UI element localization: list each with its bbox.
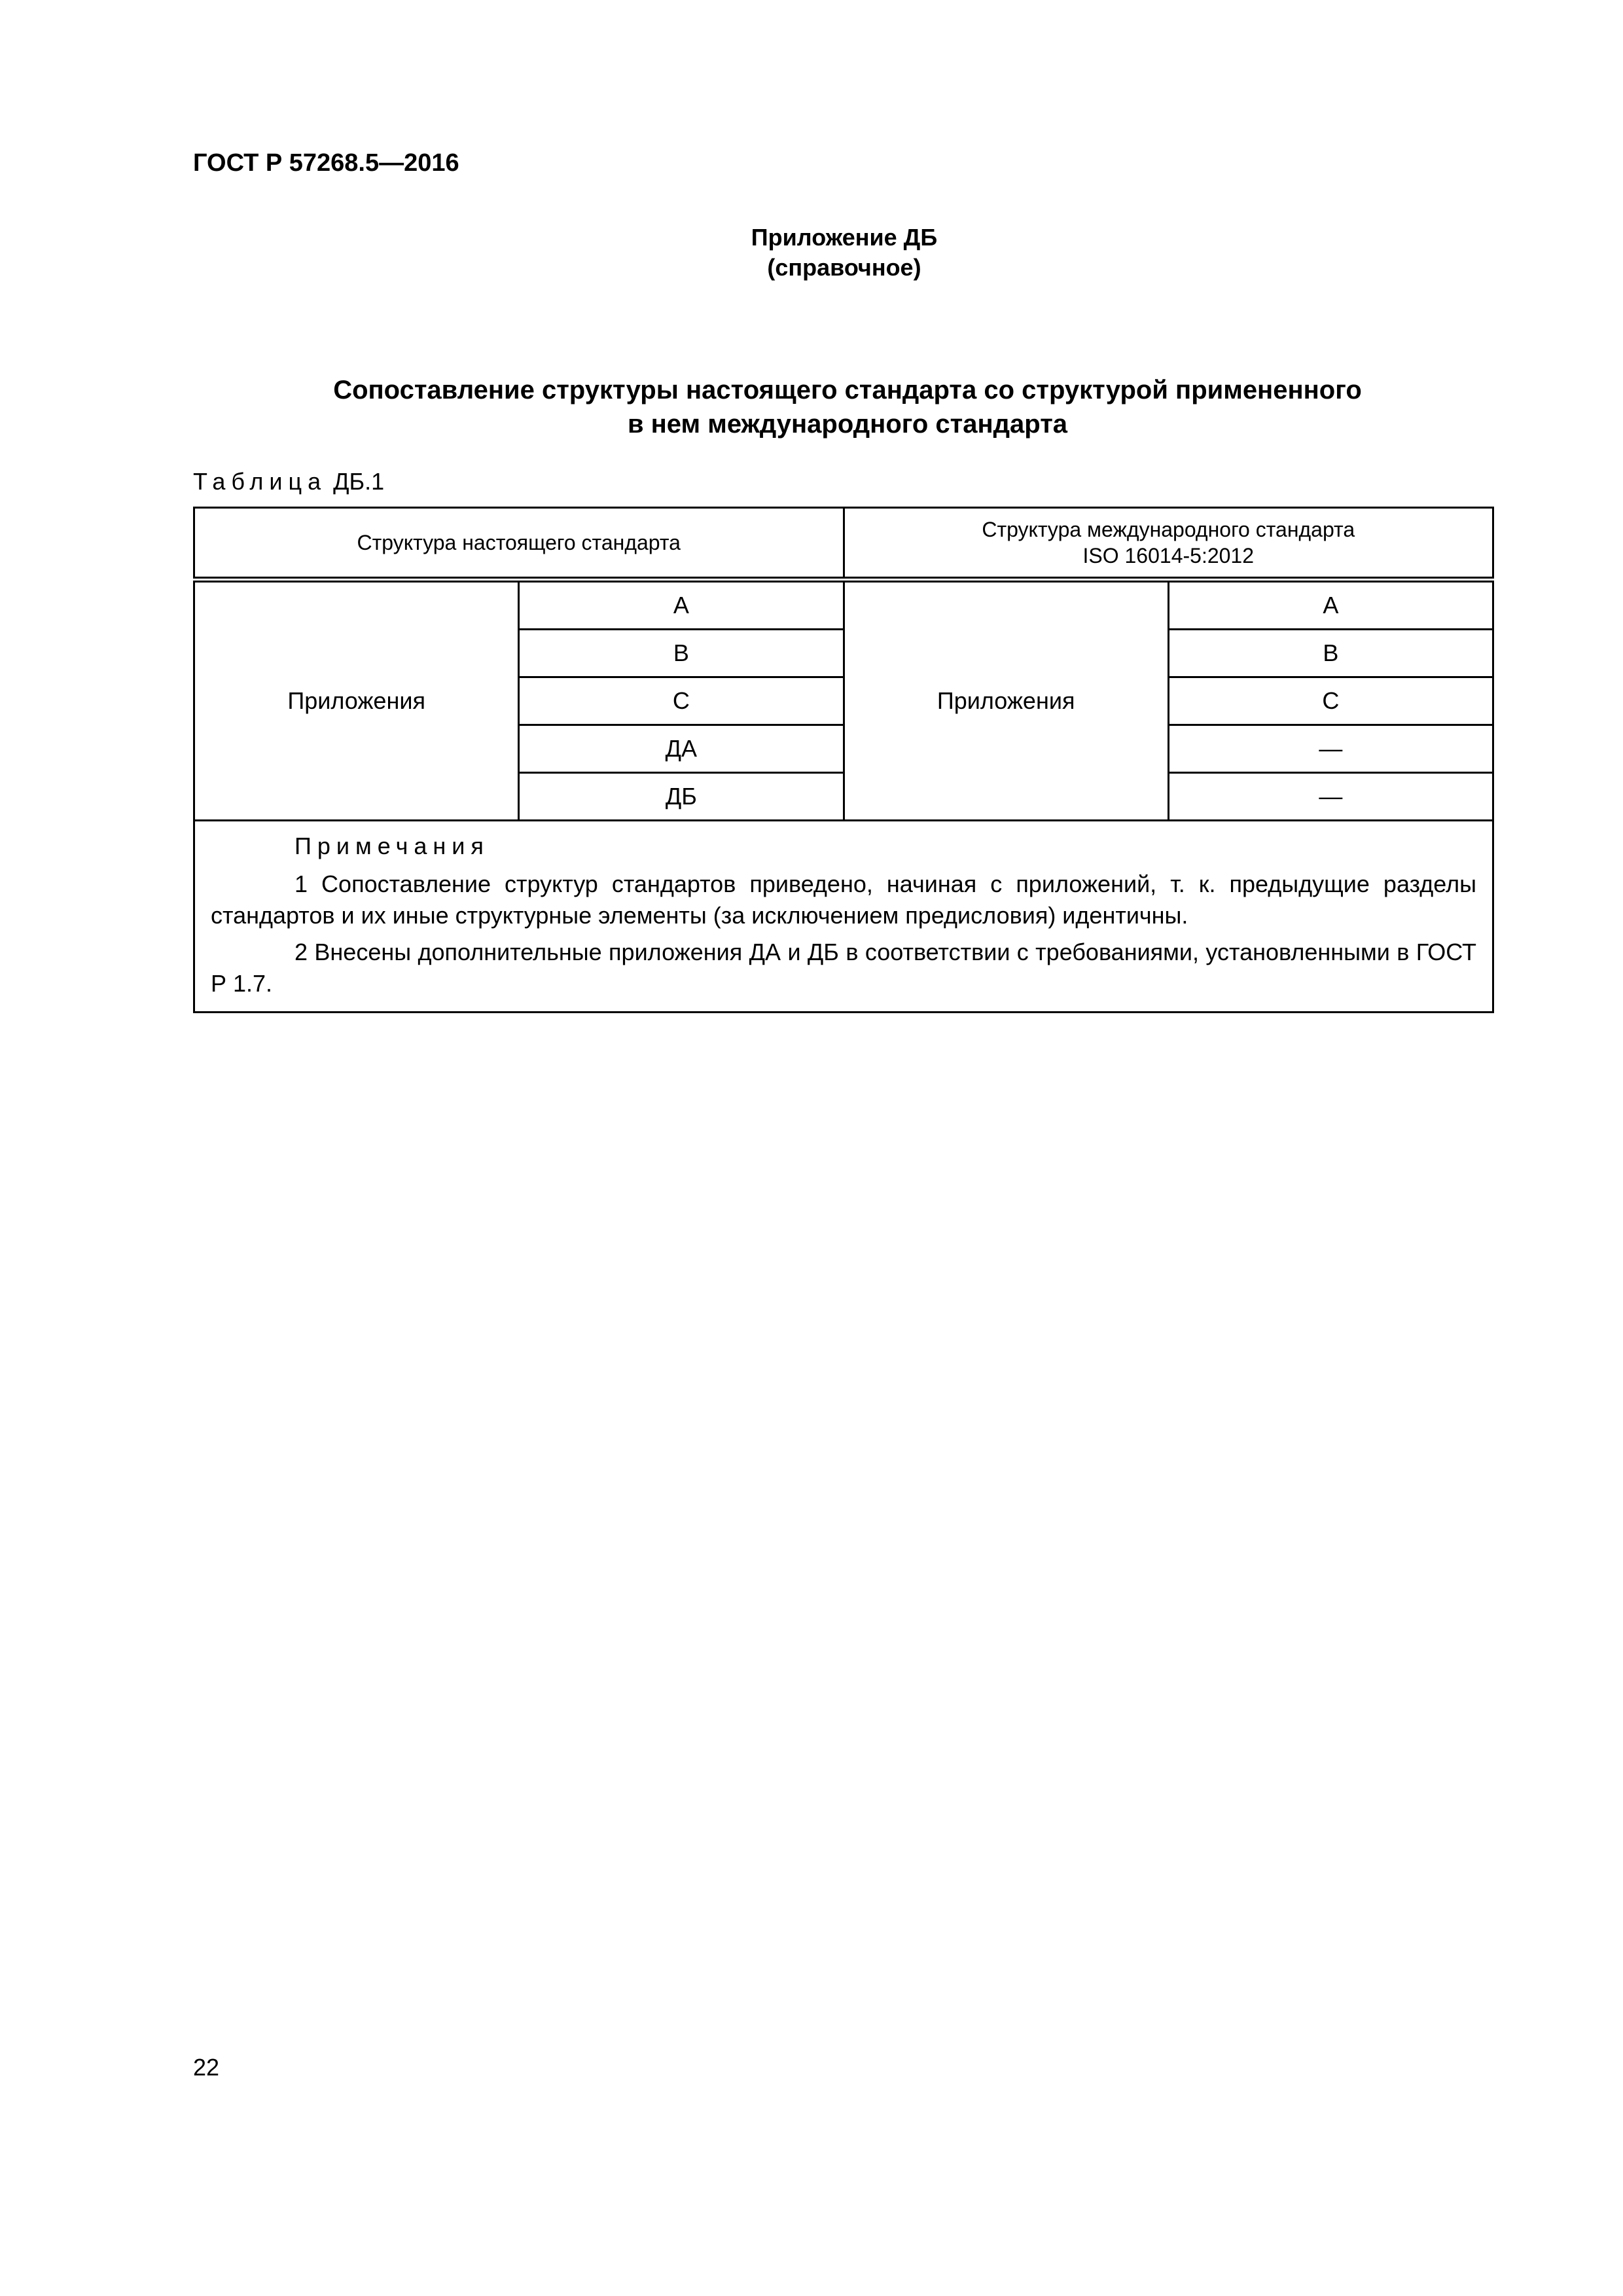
header-international-line1: Структура международного стандарта [982,518,1355,541]
notes-cell [194,821,1493,1013]
right-appendix-cell: С [1168,677,1493,725]
appendix-subtitle: (справочное) [767,254,921,281]
notes-title: Примечания [294,833,490,859]
left-appendix-cell: С [519,677,844,725]
note-item: 2 Внесены дополнительные приложения ДА и ДБ в соответствии с требованиями, установленными в ГОСТ Р 1.7. [211,939,1476,997]
header-international-standard [844,508,1493,580]
document-code: ГОСТ Р 57268.5—2016 [193,149,459,177]
table-header-row [194,508,1493,580]
right-appendix-cell: В [1168,630,1493,677]
header-international-line2: ISO 16014-5:2012 [1082,544,1255,567]
section-title [193,373,1502,441]
note-item: 1 Сопоставление структур стандартов приведено, начиная с приложений, т. к. предыдущие разделы стандартов и их иные структурные элементы (за исключением предисловия) идентичны. [211,870,1476,929]
table-label [193,468,384,495]
page-number: 22 [193,2054,220,2081]
table-label-number: ДБ.1 [333,468,385,495]
right-appendix-cell: — [1168,725,1493,773]
left-appendix-cell: А [519,580,844,630]
appendix-title: Приложение ДБ [751,224,938,251]
left-appendix-cell: В [519,630,844,677]
right-appendix-cell: — [1168,773,1493,821]
table-row [194,580,1493,630]
appendix-heading [0,223,1623,283]
notes-row [194,821,1493,1013]
header-national-standard: Структура настоящего стандарта [194,508,844,580]
left-appendix-cell: ДА [519,725,844,773]
right-appendix-cell: А [1168,580,1493,630]
right-group-cell: Приложения [844,580,1168,821]
section-title-line1: Сопоставление структуры настоящего стандарта со структурой примененного [333,376,1362,404]
table-label-word: Таблица [193,468,327,495]
section-title-line2: в нем международного стандарта [627,410,1068,439]
left-group-cell: Приложения [194,580,519,821]
left-appendix-cell: ДБ [519,773,844,821]
structure-comparison-table [193,507,1494,1013]
